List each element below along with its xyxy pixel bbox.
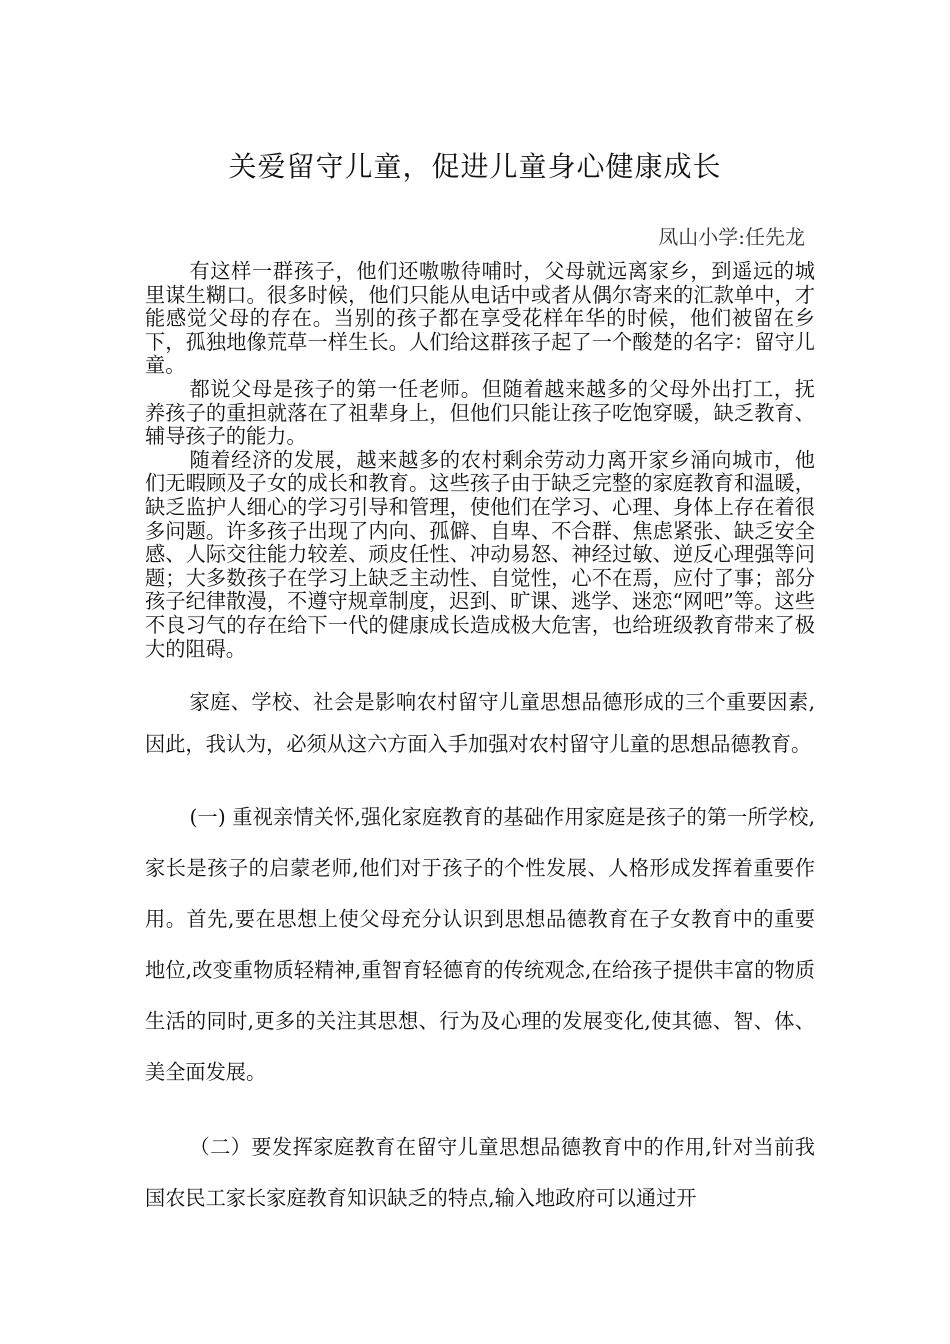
body-text-dense (145, 260, 815, 661)
author-line: 凤山小学:任先龙 (658, 225, 805, 249)
paragraph: 随着经济的发展，越来越多的农村剩余劳动力离开家乡涌向城市，他们无暇顾及子女的成长和教育。这些孩子由于缺乏完整的家庭教育和温暖，缺乏监护人细心的学习引导和管理，使他们在学习、心理、身体上存在着很多问题。许多孩子出现了内向、孤僻、自卑、不合群、焦虑紧张、缺乏安全感、人际交往能力较差、顽皮任性、冲动易怒、神经过敏、逆反心理强等问题；大多数孩子在学习上缺乏主动性、自觉性，心不在焉，应付了事；部分孩子纪律散漫，不遵守规章制度，迟到、旷课、逃学、迷恋“网吧”等。这些不良习气的存在给下一代的健康成长造成极大危害，也给班级教育带来了极大的阻碍。 (145, 447, 815, 661)
body-text-mid (145, 681, 815, 765)
paragraph: 都说父母是孩子的第一任老师。但随着越来越多的父母外出打工，抚养孩子的重担就落在了祖辈身上，但他们只能让孩子吃饱穿暖，缺乏教育、辅导孩子的能力。 (145, 376, 815, 449)
paragraph: 有这样一群孩子，他们还嗷嗷待哺时，父母就远离家乡，到遥远的城里谋生糊口。很多时候，他们只能从电话中或者从偶尔寄来的汇款单中，才能感觉父母的存在。当别的孩子都在享受花样年华的时候，他们被留在乡下，孤独地像荒草一样生长。人们给这群孩子起了一个酸楚的名字：留守儿童。 (145, 259, 815, 378)
paragraph: (一) 重视亲情关怀,强化家庭教育的基础作用家庭是孩子的第一所学校,家长是孩子的启蒙老师,他们对于孩子的个性发展、人格形成发挥着重要作用。首先,要在思想上使父母充分认识到思想品德教育在子女教育中的重要地位,改变重物质轻精神,重智育轻德育的传统观念,在给孩子提供丰富的物质生活的同时,更多的关注其思想、行为及心理的发展变化,使其德、智、体、美全面发展。 (145, 805, 815, 1084)
body-text-loose (145, 792, 815, 1248)
document-title: 关爱留守儿童，促进儿童身心健康成长 (228, 150, 722, 183)
paragraph: （二）要发挥家庭教育在留守儿童思想品德教育中的作用,针对当前我国农民工家长家庭教育知识缺乏的特点,输入地政府可以通过开 (145, 1135, 815, 1210)
paragraph: 家庭、学校、社会是影响农村留守儿童思想品德形成的三个重要因素,因此，我认为，必须从这六方面入手加强对农村留守儿童的思想品德教育。 (145, 690, 815, 756)
